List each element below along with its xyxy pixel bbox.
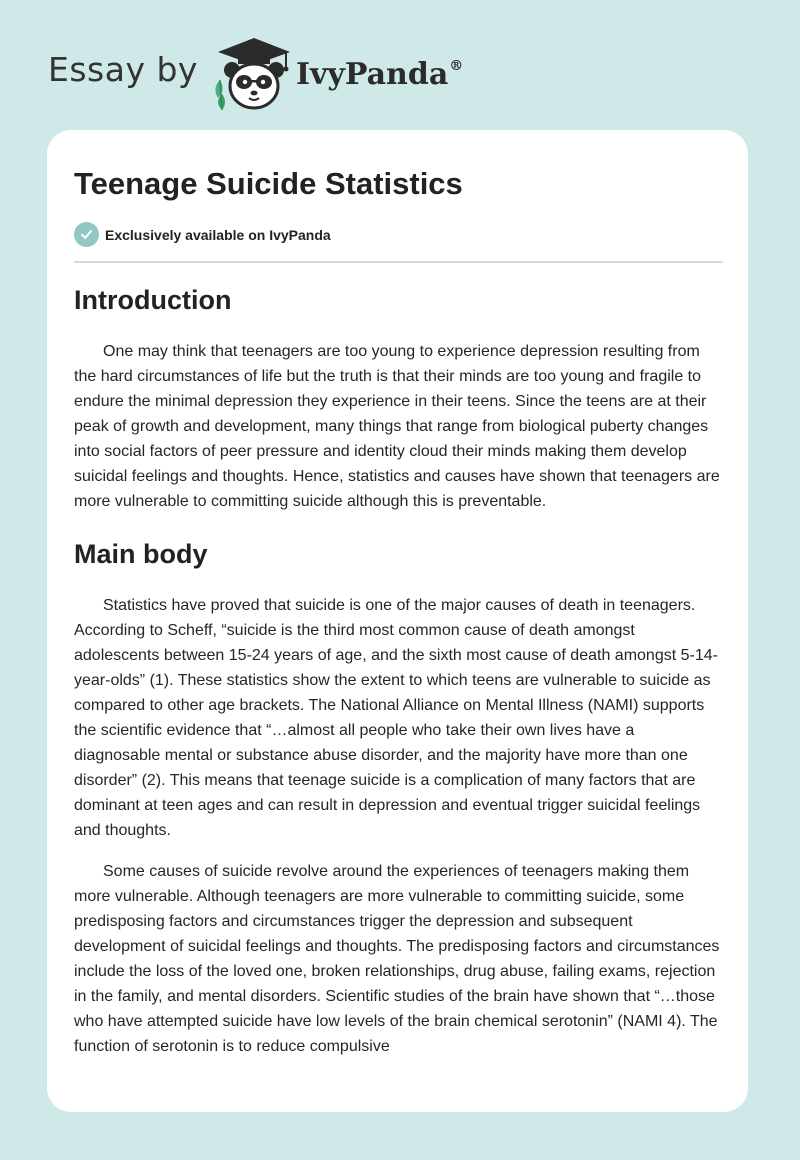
brand-prefix: Essay by bbox=[48, 49, 198, 89]
exclusive-badge bbox=[74, 222, 331, 247]
brand-name: IvyPanda® bbox=[295, 56, 464, 92]
check-circle-icon bbox=[74, 222, 99, 247]
paragraph: Statistics have proved that suicide is one of the major causes of death in teenagers. According to Scheff, “suicide is the third most common cause of death amongst adolescents between 15-24 years of age, and the sixth most cause of death amongst 5-14-year-olds” (1). These statistics show the extent to which teens are vulnerable to suicide as compared to other age brackets. The National Alliance on Mental Illness (NAMI) supports the scientific evidence that “…almost all people who take their own lives have a diagnosable mental or substance abuse disorder, and the majority have more than one disorder” (2). This means that teenage suicide is a complication of many factors that are dominant at teen ages and can result in depression and eventual trigger suicidal feelings and thoughts. bbox=[74, 597, 718, 839]
exclusive-badge-text: Exclusively available on IvyPanda bbox=[105, 226, 331, 243]
page-title: Teenage Suicide Statistics bbox=[74, 166, 463, 201]
header-divider bbox=[74, 261, 723, 263]
essay-card bbox=[47, 130, 748, 1112]
essay-body bbox=[74, 282, 724, 1059]
panda-graduate-icon bbox=[208, 32, 294, 112]
paragraph: Some causes of suicide revolve around the experiences of teenagers making them more vulnerable. Although teenagers are more vulnerable to committing suicide, some predisposing factors and circumstances trigger the depression and subsequent development of suicidal feelings and thoughts. The predisposing factors and circumstances include the loss of the loved one, broken relationships, drug abuse, failing exams, rejection in the family, and mental disorders. Scientific studies of the brain have shown that “…those who have attempted suicide have low levels of the brain chemical serotonin” (NAMI 4). The function of serotonin is to reduce compulsive bbox=[74, 863, 720, 1055]
section-heading-main-body: Main body bbox=[74, 539, 208, 569]
site-header bbox=[48, 32, 463, 112]
paragraph: One may think that teenagers are too young to experience depression resulting from the hard circumstances of life but the truth is that their minds are too young and fragile to endure the minimal depression they experience in their teens. Since the teens are at their peak of growth and development, many things that range from biological puberty changes into social factors of peer pressure and identity cloud their minds making them develop suicidal feelings and thoughts. Hence, statistics and causes have shown that teenagers are more vulnerable to committing suicide although this is preventable. bbox=[74, 343, 720, 510]
section-heading-introduction: Introduction bbox=[74, 285, 232, 315]
